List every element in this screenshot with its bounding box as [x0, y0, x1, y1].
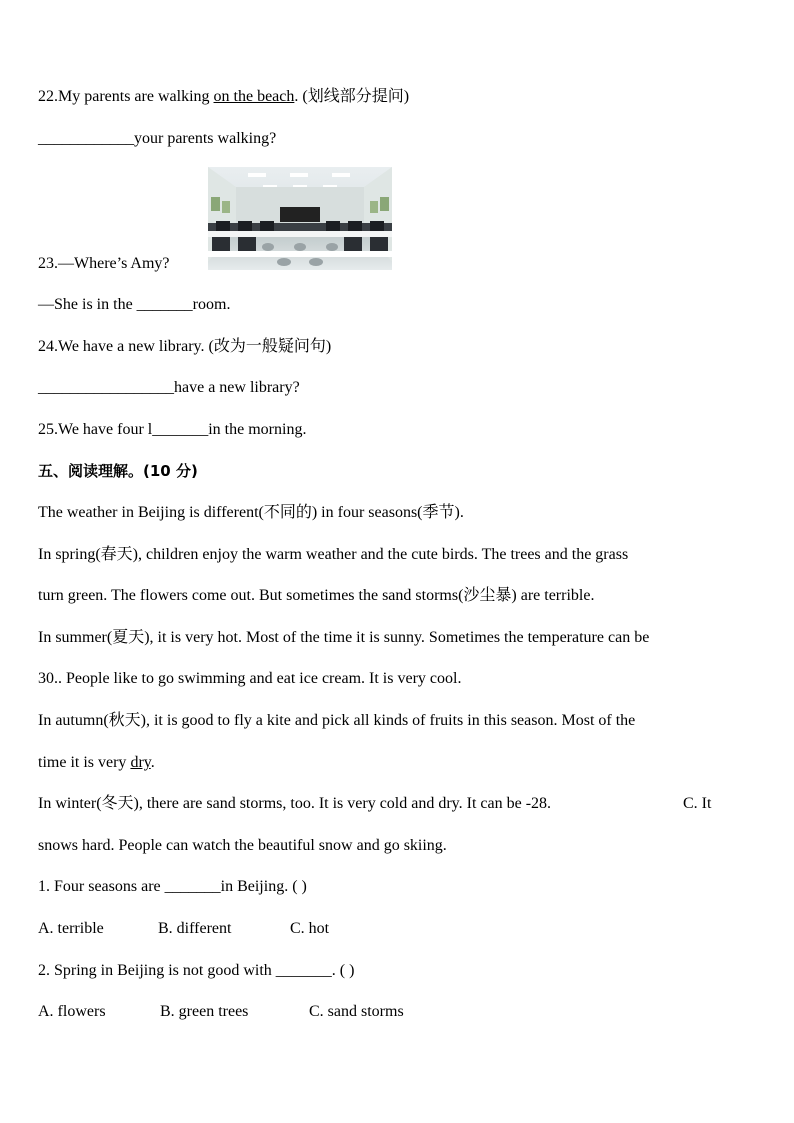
passage-p1: The weather in Beijing is different(不同的) in four seasons(季节).: [38, 504, 464, 521]
q25-text: 25.We have four l_______in the morning.: [38, 421, 307, 438]
q2-option-b: B. green trees: [160, 1003, 249, 1020]
q1-stem: 1. Four seasons are _______in Beijing. ( ): [38, 878, 307, 895]
q1-option-a: A. terrible: [38, 920, 104, 937]
passage-p4a: In autumn(秋天), it is good to fly a kite and pick all kinds of fruits in this season. Most of the: [38, 712, 636, 729]
q1-option-c: C. hot: [290, 920, 330, 937]
passage-p4b-post: .: [150, 754, 155, 771]
q2-option-a: A. flowers: [38, 1003, 106, 1020]
passage-p2b: turn green. The flowers come out. But sometimes the sand storms(沙尘暴) are terrible.: [38, 587, 595, 604]
passage-p3a: In summer(夏天), it is very hot. Most of the time it is sunny. Sometimes the temperature can be: [38, 629, 650, 646]
passage-p4b: [38, 753, 155, 773]
q24-question: 24.We have a new library. (改为一般疑问句): [38, 338, 332, 355]
section5-heading: 五、阅读理解。(10 分): [38, 462, 198, 480]
q22-pre: 22.My parents are walking: [38, 88, 214, 105]
passage-p4b-pre: time it is very: [38, 754, 131, 771]
q24-answer-line: _________________have a new library?: [38, 379, 300, 396]
q22-post: . (划线部分提问): [294, 88, 410, 105]
passage-p5b: snows hard. People can watch the beautiful snow and go skiing.: [38, 837, 447, 854]
q23-answer: —She is in the _______room.: [38, 296, 231, 313]
q2-options: [38, 1002, 404, 1022]
q22-underlined: on the beach: [213, 88, 295, 105]
passage-p3b: 30.. People like to go swimming and eat ice cream. It is very cool.: [38, 670, 462, 687]
passage-p5a-tail: C. It: [683, 795, 712, 812]
q1-option-b: B. different: [158, 920, 232, 937]
q23-question: 23.—Where’s Amy?: [38, 255, 170, 272]
q22-answer-line: ____________your parents walking?: [38, 130, 277, 147]
q1-options: [38, 919, 329, 939]
q2-stem: 2. Spring in Beijing is not good with _______. ( ): [38, 962, 355, 979]
passage-p2a: In spring(春天), children enjoy the warm weather and the cute birds. The trees and the grass: [38, 546, 629, 563]
passage-p5a: In winter(冬天), there are sand storms, too. It is very cold and dry. It can be -28.: [38, 795, 552, 812]
q2-option-c: C. sand storms: [309, 1003, 404, 1020]
passage-p4b-word: dry: [130, 754, 151, 771]
q22-line: [38, 87, 409, 107]
computer-lab-photo: [208, 167, 392, 270]
